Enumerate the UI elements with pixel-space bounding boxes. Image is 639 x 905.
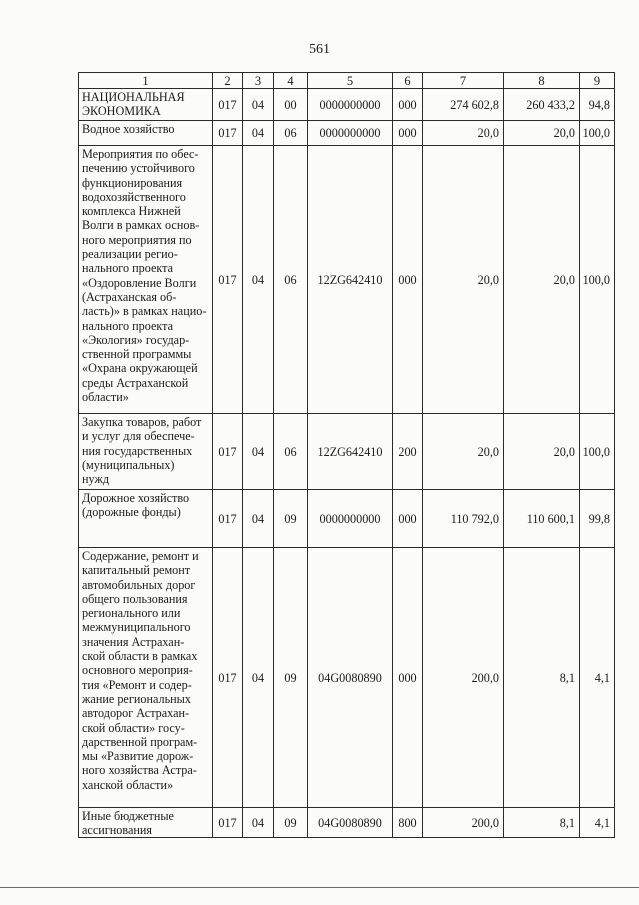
header-cell [579, 72, 615, 89]
table-cell [579, 413, 615, 490]
table-cell [579, 489, 615, 548]
table-cell [503, 413, 580, 490]
row-name-line: межмуниципального [82, 620, 191, 635]
row-name-line: ния государственных [82, 443, 193, 458]
code-value: 04 [251, 272, 265, 287]
row-name-cell [78, 547, 213, 808]
row-name-line: среды Астраханской [82, 375, 189, 390]
code-value: 09 [284, 670, 297, 685]
code-value: 000 [398, 97, 417, 112]
table-cell [212, 145, 243, 414]
table-cell [212, 413, 243, 490]
table-cell [503, 88, 580, 121]
header-number: 3 [254, 73, 262, 88]
code-value: 000 [398, 272, 417, 287]
header-cell [242, 72, 274, 89]
code-value: 017 [218, 97, 237, 112]
row-name-line: Иные бюджетные [82, 809, 174, 823]
amount-value: 8,1 [559, 815, 575, 830]
row-name-line: общего пользования [82, 591, 188, 606]
code-value: 06 [284, 444, 297, 459]
code-value: 12ZG642410 [317, 444, 383, 459]
header-cell [273, 72, 308, 89]
table-cell [392, 807, 423, 838]
table-cell [392, 547, 423, 808]
code-value: 00 [284, 97, 297, 112]
table-cell [422, 88, 504, 121]
table-cell [242, 413, 274, 490]
table-cell [307, 145, 393, 414]
amount-value: 20,0 [477, 444, 499, 459]
table-cell [212, 120, 243, 146]
table-cell [503, 489, 580, 548]
row-name-line: мы «Развитие дорож- [82, 749, 194, 764]
row-name-line: Водное хозяйство [82, 122, 175, 136]
table-cell [392, 489, 423, 548]
row-name-line: Закупка товаров, работ [82, 415, 202, 429]
code-value: 04G0080890 [318, 670, 382, 685]
table-cell [273, 145, 308, 414]
amount-value: 110 600,1 [526, 511, 575, 526]
table-cell [212, 547, 243, 808]
row-name-line: ного мероприятия по [82, 232, 192, 247]
table-cell [242, 88, 274, 121]
code-value: 0000000000 [319, 511, 381, 526]
row-name-cell [78, 88, 213, 121]
table-cell [579, 807, 615, 838]
header-cell [307, 72, 393, 89]
code-value: 017 [218, 125, 237, 140]
code-value: 017 [218, 815, 237, 830]
table-cell [503, 145, 580, 414]
row-name-line: нужд [82, 472, 110, 487]
table-cell [273, 807, 308, 838]
header-cell [503, 72, 580, 89]
row-name-line: Волги в рамках основ- [82, 218, 200, 233]
code-value: 12ZG642410 [317, 272, 383, 287]
header-number: 6 [404, 73, 411, 88]
code-value: 000 [398, 670, 417, 685]
amount-value: 110 792,0 [450, 511, 499, 526]
table-cell [422, 807, 504, 838]
table-cell [392, 88, 423, 121]
row-name-line: Содержание, ремонт и [82, 549, 199, 563]
table-cell [307, 547, 393, 808]
amount-value: 100,0 [582, 272, 610, 287]
code-value: 0000000000 [319, 125, 381, 140]
table-cell [242, 807, 274, 838]
row-name-line: Дорожное хозяйство [82, 491, 190, 505]
row-name-line: области» [82, 390, 129, 405]
header-number: 4 [287, 73, 294, 88]
row-name-line: ЭКОНОМИКА [82, 104, 161, 119]
table-cell [579, 88, 615, 121]
header-cell [212, 72, 243, 89]
table-cell [242, 489, 274, 548]
amount-value: 260 433,2 [526, 97, 575, 112]
row-name-line: нального проекта [82, 261, 174, 276]
code-value: 04 [251, 815, 265, 830]
table-cell [307, 120, 393, 146]
row-name-cell [78, 489, 213, 548]
code-value: 800 [398, 815, 417, 830]
code-value: 06 [284, 272, 297, 287]
row-name-line: водохозяйственного [82, 189, 186, 204]
row-name-line: тия «Ремонт и содер- [82, 677, 192, 692]
row-name-line: ственной программы [82, 347, 192, 362]
row-name-line: капитальный ремонт [82, 563, 191, 578]
page-number: 561 [309, 42, 330, 57]
code-value: 09 [284, 815, 297, 830]
code-value: 04 [251, 670, 265, 685]
table-cell [422, 547, 504, 808]
table-cell [242, 145, 274, 414]
amount-value: 99,8 [588, 511, 610, 526]
header-number: 1 [142, 73, 149, 88]
row-name-cell [78, 807, 213, 838]
row-name-line: основного мероприя- [82, 663, 193, 678]
table-cell [422, 120, 504, 146]
amount-value: 200,0 [471, 815, 499, 830]
row-name-line: автодорог Астрахан- [82, 706, 190, 721]
header-number: 9 [593, 73, 601, 88]
table-cell [307, 88, 393, 121]
amount-value: 4,1 [594, 670, 610, 685]
table-cell [307, 489, 393, 548]
table-cell [212, 88, 243, 121]
row-name-line: (муниципальных) [82, 457, 175, 472]
row-name-line: ской области в рамках [82, 649, 198, 664]
code-value: 04G0080890 [318, 815, 382, 830]
amount-value: 20,0 [553, 272, 575, 287]
amount-value: 20,0 [553, 125, 575, 140]
row-name-line: «Охрана окружающей [82, 361, 198, 376]
code-value: 04 [251, 97, 265, 112]
code-value: 0000000000 [319, 97, 381, 112]
row-name-line: дарственной програм- [82, 734, 198, 749]
table-cell [579, 145, 615, 414]
header-cell [78, 72, 213, 89]
row-name-line: «Оздоровление Волги [82, 275, 197, 290]
table-cell [579, 120, 615, 146]
table-cell [273, 489, 308, 548]
amount-value: 20,0 [553, 444, 575, 459]
code-value: 000 [398, 511, 417, 526]
amount-value: 100,0 [582, 125, 610, 140]
row-name-line: ханской области» [82, 777, 174, 792]
table-cell [422, 489, 504, 548]
code-value: 000 [398, 125, 417, 140]
amount-value: 20,0 [477, 272, 499, 287]
table-cell [307, 807, 393, 838]
row-name-line: комплекса Нижней [82, 204, 181, 219]
table-cell [422, 413, 504, 490]
code-value: 06 [284, 125, 297, 140]
row-name-cell [78, 145, 213, 414]
row-name-line: значения Астрахан- [82, 634, 185, 649]
row-name-line: нального проекта [82, 318, 174, 333]
table-cell [579, 547, 615, 808]
row-name-line: ской области» госу- [82, 720, 185, 735]
row-name-line: реализации регио- [82, 247, 178, 262]
header-number: 2 [224, 73, 231, 88]
amount-value: 200,0 [471, 670, 499, 685]
header-cell [392, 72, 423, 89]
row-name-line: регионального или [82, 606, 181, 621]
header-number: 8 [538, 73, 545, 88]
table-cell [392, 413, 423, 490]
table-cell [422, 145, 504, 414]
row-name-line: автомобильных дорог [82, 577, 196, 592]
code-value: 09 [284, 511, 297, 526]
code-value: 04 [251, 444, 265, 459]
table-cell [503, 547, 580, 808]
code-value: 04 [251, 125, 265, 140]
code-value: 200 [398, 444, 417, 459]
header-number: 7 [459, 73, 467, 88]
row-name-line: печению устойчивого [82, 161, 195, 176]
amount-value: 20,0 [477, 125, 499, 140]
table-cell [273, 88, 308, 121]
amount-value: 100,0 [582, 444, 610, 459]
code-value: 017 [218, 272, 237, 287]
table-cell [503, 807, 580, 838]
amount-value: 8,1 [559, 670, 575, 685]
table-cell [242, 120, 274, 146]
row-name-cell [78, 120, 213, 146]
row-name-line: Мероприятия по обес- [82, 147, 199, 161]
table-cell [392, 120, 423, 146]
row-name-line: НАЦИОНАЛЬНАЯ [82, 90, 185, 104]
table-cell [212, 807, 243, 838]
row-name-line: (дорожные фонды) [82, 505, 181, 520]
table-cell [273, 120, 308, 146]
row-name-line: ассигнования [82, 823, 153, 838]
row-name-line: и услуг для обеспече- [82, 429, 195, 444]
row-name-line: (Астраханская об- [82, 289, 177, 304]
row-name-line: ного хозяйства Астра- [82, 763, 197, 778]
header-number: 5 [346, 73, 354, 88]
table-cell [273, 547, 308, 808]
table-cell [212, 489, 243, 548]
row-name-line: «Экология» государ- [82, 332, 190, 347]
code-value: 04 [251, 511, 265, 526]
table-cell [307, 413, 393, 490]
code-value: 017 [218, 511, 237, 526]
row-name-line: жание региональных [82, 691, 191, 706]
bottom-rule [0, 887, 639, 888]
row-name-cell [78, 413, 213, 490]
table-cell [503, 120, 580, 146]
header-cell [422, 72, 504, 89]
table-cell [392, 145, 423, 414]
table-cell [242, 547, 274, 808]
amount-value: 274 602,8 [450, 97, 499, 112]
row-name-line: функционирования [82, 175, 183, 190]
code-value: 017 [218, 444, 237, 459]
table-cell [273, 413, 308, 490]
row-name-line: ласть)» в рамках нацио- [82, 304, 207, 319]
code-value: 017 [218, 670, 237, 685]
amount-value: 4,1 [594, 815, 610, 830]
amount-value: 94,8 [588, 97, 610, 112]
